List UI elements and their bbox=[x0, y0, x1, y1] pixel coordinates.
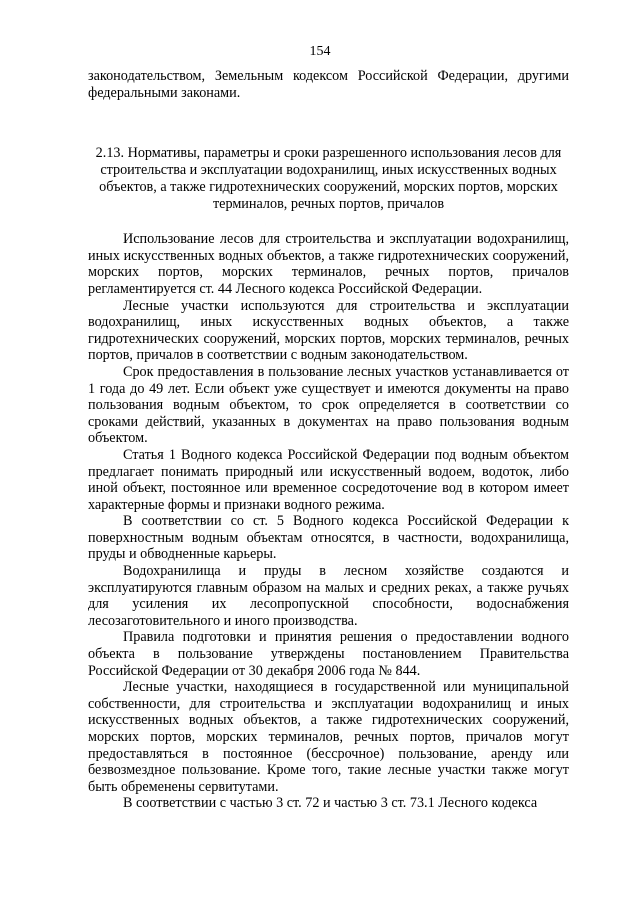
body-paragraph-5: В соответствии со ст. 5 Водного кодекса Российской Федерации к поверхностным водным объектам относятся, в частности, водохранилища, пруды и обводненные карьеры. bbox=[88, 513, 569, 563]
body-paragraph-9: В соответствии с частью 3 ст. 72 и частью 3 ст. 73.1 Лесного кодекса bbox=[123, 795, 538, 812]
body-paragraph-8: Лесные участки, находящиеся в государственной или муниципальной собственности, для строительства и эксплуатации водохранилищ и иных искусственных водных объектов, а также гидротехнических сооружений, морских портов, морских терминалов, речных портов, причалов могут предоставляться в постоянное (бессрочное) пользование, аренду или безвозмездное пользование. Кроме того, такие лесные участки также могут быть обременены сервитутами. bbox=[88, 679, 569, 795]
body-paragraph-3: Срок предоставления в пользование лесных участков устанавливается от 1 года до 49 лет. Если объект уже существует и имеются документы на право пользования водным объектом, то срок определяется в соответствии со сроками действий, указанных в документах на право пользования водным объектом. bbox=[88, 363, 569, 447]
page-number: 154 bbox=[309, 44, 331, 59]
body-paragraph-1: Использование лесов для строительства и эксплуатации водохранилищ, иных искусственных водных объектов, а также гидротехнических сооружений, морских портов, морских терминалов, речных портов, причалов регламентируется ст. 44 Лесного кодекса Российской Федерации. bbox=[88, 231, 569, 297]
section-heading: 2.13. Нормативы, параметры и сроки разрешенного использования лесов для строительства и эксплуатации водохранилищ, иных искусственных водных объектов, а также гидротехнических сооружений, морских портов, морских терминалов, речных портов, причалов bbox=[95, 145, 562, 213]
body-paragraph-6: Водохранилища и пруды в лесном хозяйстве создаются и эксплуатируются главным образом на малых и средних реках, а также ручьях для усиления их лесопропускной способности, водоснабжения лесозаготовительного и иного производства. bbox=[88, 563, 569, 629]
body-paragraph-7: Правила подготовки и принятия решения о предоставлении водного объекта в пользование утверждены постановлением Правительства Российской Федерации от 30 декабря 2006 года № 844. bbox=[88, 629, 569, 679]
body-paragraph-2: Лесные участки используются для строительства и эксплуатации водохранилищ, иных искусственных водных объектов, а также гидротехнических сооружений, морских портов, морских терминалов, речных портов, причалов в соответствии с водным законодательством. bbox=[88, 297, 569, 364]
document-body bbox=[88, 68, 569, 812]
body-paragraph-4: Статья 1 Водного кодекса Российской Федерации под водным объектом предлагает понимать природный или искусственный водоем, водоток, либо иной объект, постоянное или временное сосредоточение вод в котором имеет характерные формы и признаки водного режима. bbox=[88, 446, 569, 513]
intro-paragraph: законодательством, Земельным кодексом Российской Федерации, другими федеральными законами. bbox=[88, 68, 569, 101]
